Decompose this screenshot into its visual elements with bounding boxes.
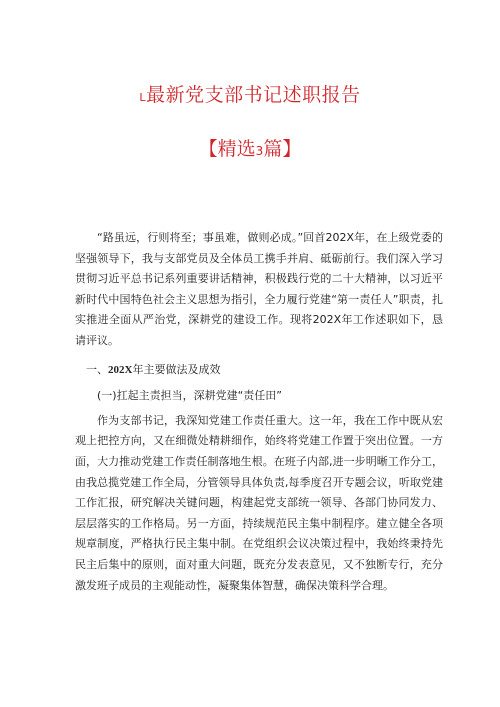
section-heading-text: 年主要做法及成效	[132, 362, 221, 376]
subtitle-open: 【精选	[198, 138, 256, 160]
subsection-heading-1: (一)扛起主责担当，深耕党建“责任田”	[97, 389, 282, 403]
document-title	[0, 80, 500, 107]
document-subtitle	[0, 134, 500, 161]
subtitle-count: 3	[255, 144, 264, 158]
body-paragraph-1: 作为支部书记，我深知党建工作责任重大。这一年，我在工作中既从宏观上把控方向，又在细微处精耕细作，始终将党建工作置于突出位置。一方面，大力推动党建工作责任制落地生根。在班子内部,进一步明晰工作分工，由我总揽党建工作全局，分管领导具体负责,每季度召开专题会议，听取党建工作汇报，研究解决关键问题，构建起党支部统一领导、各部门协同发力、层层落实的工作格局。另一方面，持续规范民主集中制程序。建立健全各项规章制度，严格执行民主集中制。在党组织会议决策过程中，我始终秉持先民主后集中的原则，面对重大问题，既充分发表意见，又不独断专行，充分激发班子成员的主观能动性，凝聚集体智慧，确保决策科学合理。	[75, 413, 443, 592]
subtitle-close: 篇】	[263, 138, 302, 160]
section-heading-prefix: 一、	[86, 362, 108, 376]
document-body	[75, 228, 443, 596]
section-heading-year: 202X	[108, 363, 133, 376]
title-prefix: L	[139, 91, 147, 104]
title-main: 最新党支部书记述职报告	[146, 84, 361, 106]
section-heading-1	[75, 360, 443, 381]
intro-paragraph: “路虽远，行则将至；事虽难，做则必成。”回首202X年，在上级党委的坚强领导下，我与支部党员及全体员工携手并肩、砥砺前行。我们深入学习贯彻习近平总书记系列重要讲话精神，积极践行党的二十大精神，以习近平新时代中国特色社会主义思想为指引，全力履行党建“第一责任人”职责，扎实推进全面从严治党，深耕党的建设工作。现将202X年工作述职如下，恳请评议。	[75, 231, 443, 347]
